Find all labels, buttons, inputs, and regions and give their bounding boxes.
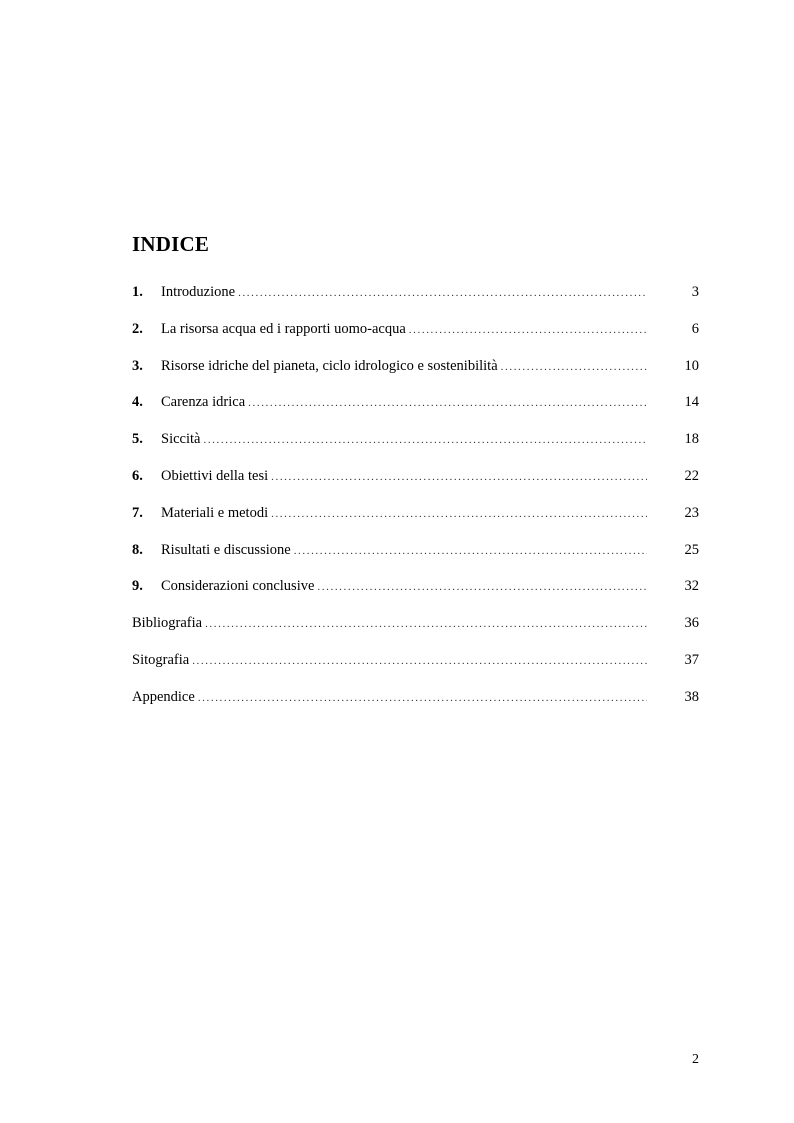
toc-number: 5. (132, 431, 143, 448)
toc-entry-obiettivi[interactable] (132, 465, 700, 502)
toc-number: 8. (132, 541, 143, 558)
toc-entry-siccita[interactable] (132, 428, 700, 465)
dot-leader (248, 392, 647, 414)
toc-page-number: 14 (684, 394, 699, 411)
dot-leader (205, 613, 647, 635)
toc-page-number: 22 (684, 467, 699, 484)
toc-label: Obiettivi della tesi (161, 467, 269, 484)
dot-leader (317, 576, 647, 598)
dot-leader (294, 540, 647, 562)
dot-leader (271, 503, 647, 525)
toc-label: Introduzione (161, 284, 236, 300)
toc-number: 1. (132, 284, 143, 300)
dot-leader (203, 429, 647, 451)
toc-entry-carenza-idrica[interactable] (132, 391, 700, 428)
toc-label: Sitografia (132, 651, 190, 668)
toc-page-number: 32 (684, 578, 699, 595)
toc-label: Risorse idriche del pianeta, ciclo idrologico e sostenibilità (161, 357, 498, 374)
toc-page-number: 3 (691, 284, 699, 300)
toc-page-number: 36 (684, 615, 699, 632)
toc-entry-sitografia[interactable] (132, 649, 700, 686)
toc-number: 2. (132, 320, 143, 337)
toc-page-number: 25 (684, 541, 699, 558)
toc-entry-considerazioni[interactable] (132, 575, 700, 612)
table-of-contents (132, 281, 700, 723)
toc-entry-risultati[interactable] (132, 539, 700, 576)
dot-leader (501, 356, 647, 378)
toc-page-number: 6 (691, 320, 699, 337)
dot-leader (198, 687, 647, 709)
toc-entry-materiali[interactable] (132, 502, 700, 539)
dot-leader (192, 650, 647, 672)
toc-label: Considerazioni conclusive (161, 578, 315, 595)
toc-entry-risorse-idriche[interactable] (132, 355, 700, 392)
toc-label: Materiali e metodi (161, 504, 269, 521)
toc-label: Siccità (161, 431, 201, 448)
page-title: INDICE (132, 232, 210, 256)
toc-entry-appendice[interactable] (132, 686, 700, 723)
toc-page-number: 18 (684, 431, 699, 448)
dot-leader (409, 319, 647, 341)
toc-label: Appendice (132, 688, 195, 705)
toc-entry-introduzione[interactable] (132, 281, 700, 318)
dot-leader (238, 282, 647, 304)
toc-number: 4. (132, 394, 143, 411)
toc-label: Bibliografia (132, 615, 203, 632)
toc-number: 6. (132, 467, 143, 484)
toc-label: Risultati e discussione (161, 541, 291, 558)
toc-page-number: 37 (684, 651, 699, 668)
page-number: 2 (692, 1052, 699, 1067)
toc-page-number: 38 (684, 688, 699, 705)
toc-page-number: 23 (684, 504, 699, 521)
toc-number: 3. (132, 357, 143, 374)
toc-page-number: 10 (684, 357, 699, 374)
toc-label: La risorsa acqua ed i rapporti uomo-acqua (161, 320, 406, 337)
dot-leader (271, 466, 647, 488)
toc-entry-bibliografia[interactable] (132, 612, 700, 649)
toc-number: 7. (132, 504, 143, 521)
toc-number: 9. (132, 578, 143, 595)
toc-label: Carenza idrica (161, 394, 246, 411)
toc-entry-risorsa-acqua[interactable] (132, 318, 700, 355)
